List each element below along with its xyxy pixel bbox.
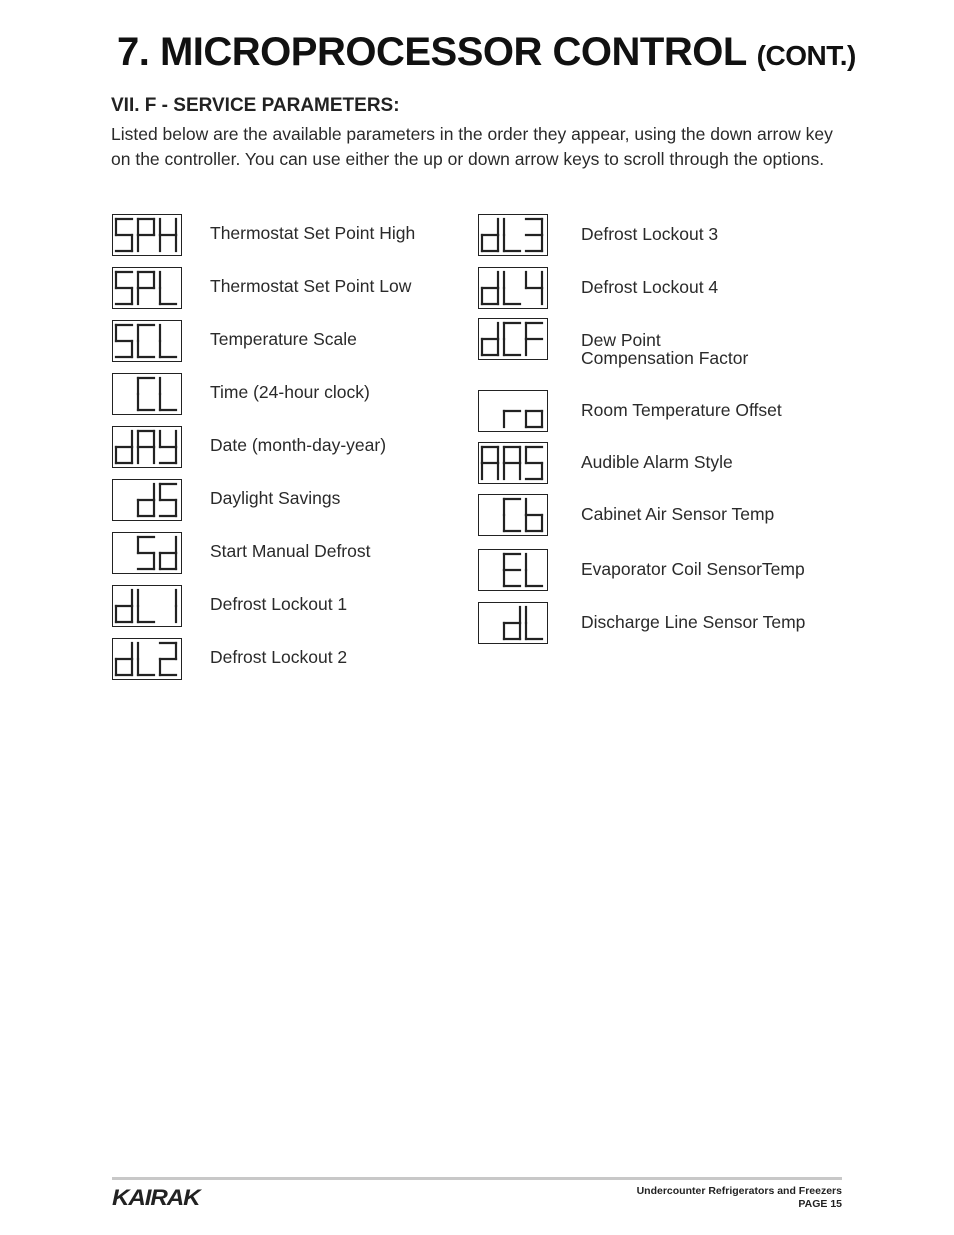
lcd-display-ds-icon bbox=[112, 479, 182, 521]
lcd-display-day-icon bbox=[112, 426, 182, 468]
parameter-label: Daylight Savings bbox=[210, 488, 341, 508]
lcd-display-dl-icon bbox=[478, 602, 548, 644]
footer-info bbox=[637, 1185, 842, 1211]
parameter-label: Defrost Lockout 3 bbox=[581, 224, 719, 244]
parameter-label-line2: Compensation Factor bbox=[581, 348, 749, 368]
parameter-label: Room Temperature Offset bbox=[581, 400, 782, 420]
intro-paragraph: Listed below are the available parameters in the order they appear, using the down arrow key on the controller. You can use either the up or down arrow keys to scroll through the options. bbox=[111, 124, 833, 169]
brand-logo: KAIRAK bbox=[112, 1185, 200, 1210]
title-main: 7. MICROPROCESSOR CONTROL bbox=[117, 30, 747, 74]
page-title bbox=[117, 26, 877, 82]
lcd-display-scl-icon bbox=[112, 320, 182, 362]
parameter-label: Defrost Lockout 1 bbox=[210, 594, 348, 614]
lcd-display-el-icon bbox=[478, 549, 548, 591]
parameter-label: Audible Alarm Style bbox=[581, 452, 733, 472]
lcd-display-ro-icon bbox=[478, 390, 548, 432]
parameter-label: Defrost Lockout 2 bbox=[210, 647, 348, 667]
parameter-label: Discharge Line Sensor Temp bbox=[581, 612, 806, 632]
lcd-display-cb-icon bbox=[478, 494, 548, 536]
lcd-display-dl1-icon bbox=[112, 585, 182, 627]
lcd-display-dl3-icon bbox=[478, 214, 548, 256]
footer-doc-title: Undercounter Refrigerators and Freezers bbox=[636, 1185, 842, 1197]
parameter-label: Dew Point Compensation Factor bbox=[581, 330, 749, 368]
lcd-display-aas-icon bbox=[478, 442, 548, 484]
lcd-display-sph-icon bbox=[112, 214, 182, 256]
lcd-display-sd-icon bbox=[112, 532, 182, 574]
parameter-label: Cabinet Air Sensor Temp bbox=[581, 504, 775, 524]
lcd-display-cl-icon bbox=[112, 373, 182, 415]
lcd-display-spl-icon bbox=[112, 267, 182, 309]
parameter-label: Temperature Scale bbox=[210, 329, 357, 349]
parameter-label: Defrost Lockout 4 bbox=[581, 277, 719, 297]
parameter-label: Evaporator Coil SensorTemp bbox=[581, 559, 805, 579]
footer-page-number: PAGE 15 bbox=[798, 1198, 842, 1210]
lcd-display-dcf-icon bbox=[478, 318, 548, 360]
lcd-display-dl2-icon bbox=[112, 638, 182, 680]
parameter-label: Start Manual Defrost bbox=[210, 541, 371, 561]
parameter-label: Thermostat Set Point High bbox=[210, 223, 416, 243]
parameter-label: Date (month-day-year) bbox=[210, 435, 387, 455]
section-heading: VII. F - SERVICE PARAMETERS: bbox=[111, 95, 400, 116]
footer-divider bbox=[112, 1177, 842, 1180]
lcd-display-dl4-icon bbox=[478, 267, 548, 309]
parameter-label: Thermostat Set Point Low bbox=[210, 276, 412, 296]
title-suffix: (CONT.) bbox=[756, 40, 856, 71]
parameter-label: Time (24-hour clock) bbox=[210, 382, 370, 402]
